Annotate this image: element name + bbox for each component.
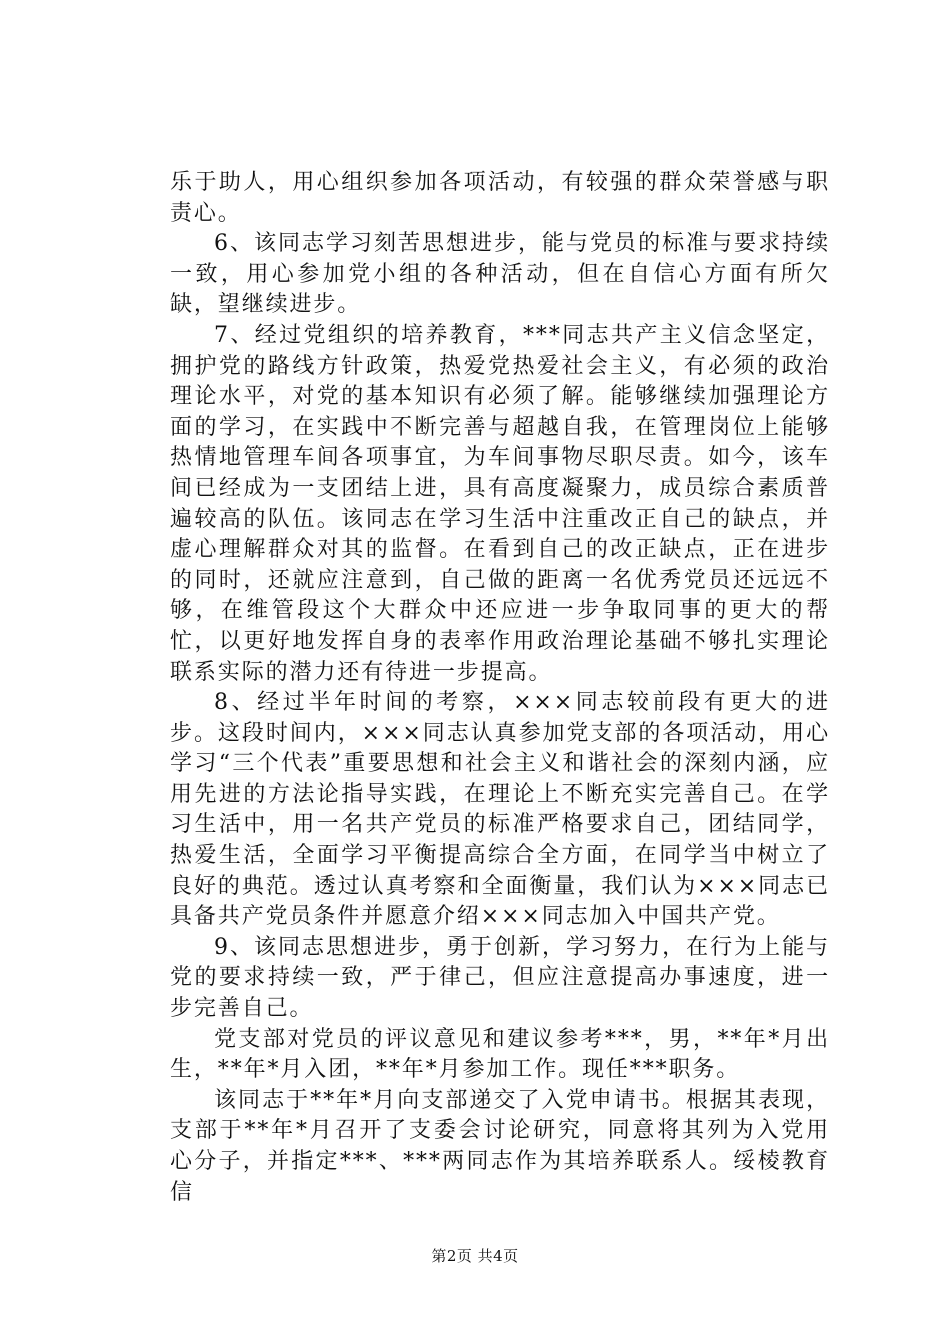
paragraph-item-8: 8、经过半年时间的考察，×××同志较前段有更大的进步。这段时间内，×××同志认真参加党支部的各项活动，用心学习“三个代表”重要思想和社会主义和谐社会的深刻内涵，应用先进的方法论指导实践，在理论上不断充实完善自己。在学习生活中，用一名共产党员的标准严格要求自己，团结同学，热爱生活，全面学习平衡提高综合全方面，在同学当中树立了良好的典范。透过认真考察和全面衡量，我们认为×××同志已具备共产党员条件并愿意介绍×××同志加入中国共产党。 xyxy=(170,690,830,930)
paragraph-item-7: 7、经过党组织的培养教育，***同志共产主义信念坚定，拥护党的路线方针政策，热爱党热爱社会主义，有必须的政治理论水平，对党的基本知识有必须了解。能够继续加强理论方面的学习，在实践中不断完善与超越自我，在管理岗位上能够热情地管理车间各项事宜，为车间事物尽职尽责。如今，该车间已经成为一支团结上进，具有高度凝聚力，成员综合素质普遍较高的队伍。该同志在学习生活中注重改正自己的缺点，并虚心理解群众对其的监督。在看到自己的改正缺点，正在进步的同时，还就应注意到，自己做的距离一名优秀党员还远远不够，在维管段这个大群众中还应进一步争取同事的更大的帮忙，以更好地发挥自身的表率作用政治理论基础不够扎实理论联系实际的潜力还有待进一步提高。 xyxy=(170,322,830,685)
page-number-footer: 第2页 共4页 xyxy=(431,1247,519,1265)
document-body xyxy=(170,168,830,1208)
paragraph-continuation: 乐于助人，用心组织参加各项活动，有较强的群众荣誉感与职责心。 xyxy=(170,170,830,226)
paragraph-item-9: 9、该同志思想进步，勇于创新，学习努力，在行为上能与党的要求持续一致，严于律己，但应注意提高办事速度，进一步完善自己。 xyxy=(170,934,830,1022)
paragraph-branch-evaluation: 党支部对党员的评议意见和建议参考***，男，**年*月出生，**年*月入团，**年*月参加工作。现任***职务。 xyxy=(170,1026,830,1083)
paragraph-application: 该同志于**年*月向支部递交了入党申请书。根据其表现，支部于**年*月召开了支委会讨论研究，同意将其列为入党用心分子，并指定***、***两同志作为其培养联系人。绥棱教育信 xyxy=(170,1087,830,1205)
paragraph-item-6: 6、该同志学习刻苦思想进步，能与党员的标准与要求持续一致，用心参加党小组的各种活动，但在自信心方面有所欠缺，望继续进步。 xyxy=(170,231,830,318)
